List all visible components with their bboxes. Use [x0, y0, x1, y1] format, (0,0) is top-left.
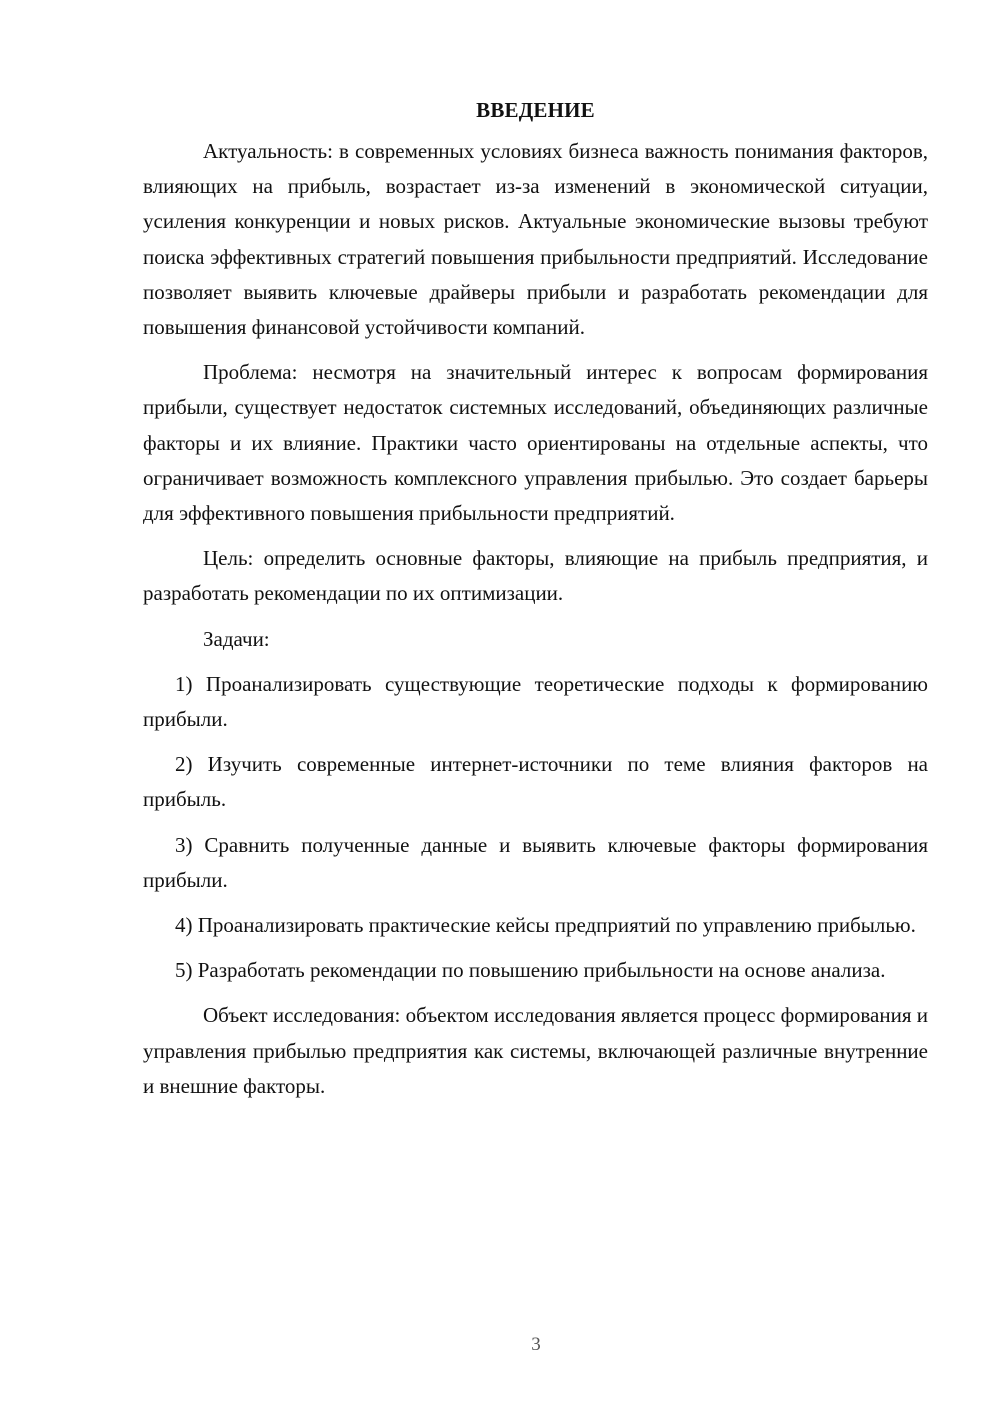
page-number: 3 [531, 1334, 541, 1355]
paragraph-research-object: Объект исследования: объектом исследования является процесс формирования и управления прибылью предприятия как системы, включающей различные внутренние и внешние факторы. [143, 1003, 928, 1098]
paragraph-problem: Проблема: несмотря на значительный интерес к вопросам формирования прибыли, существует недостаток системных исследований, объединяющих различные факторы и их влияние. Практики часто ориентированы на отдельные аспекты, что ограничивает возможность комплексного управления прибылью. Это создает барьеры для эффективного повышения прибыльности предприятий. [143, 360, 928, 526]
page-title: ВВЕДЕНИЕ [476, 98, 595, 122]
page-content [143, 93, 928, 1114]
task-item-4: 4) Проанализировать практические кейсы предприятий по управлению прибылью. [175, 913, 916, 938]
task-item-2: 2) Изучить современные интернет-источники по теме влияния факторов на прибыль. [143, 752, 928, 812]
task-item-5: 5) Разработать рекомендации по повышению прибыльности на основе анализа. [175, 958, 886, 983]
paragraph-relevance: Актуальность: в современных условиях бизнеса важность понимания факторов, влияющих на прибыль, возрастает из-за изменений в экономической ситуации, усиления конкуренции и новых рисков. Актуальные экономические вызовы требуют поиска эффективных стратегий повышения прибыльности предприятий. Исследование позволяет выявить ключевые драйверы прибыли и разработать рекомендации для повышения финансовой устойчивости компаний. [143, 139, 928, 340]
paragraph-goal: Цель: определить основные факторы, влияющие на прибыль предприятия, и разработать рекомендации по их оптимизации. [143, 546, 928, 606]
task-item-3: 3) Сравнить полученные данные и выявить ключевые факторы формирования прибыли. [143, 832, 928, 892]
paragraph-tasks-heading: Задачи: [203, 626, 270, 651]
task-item-1: 1) Проанализировать существующие теоретические подходы к формированию прибыли. [143, 671, 928, 732]
